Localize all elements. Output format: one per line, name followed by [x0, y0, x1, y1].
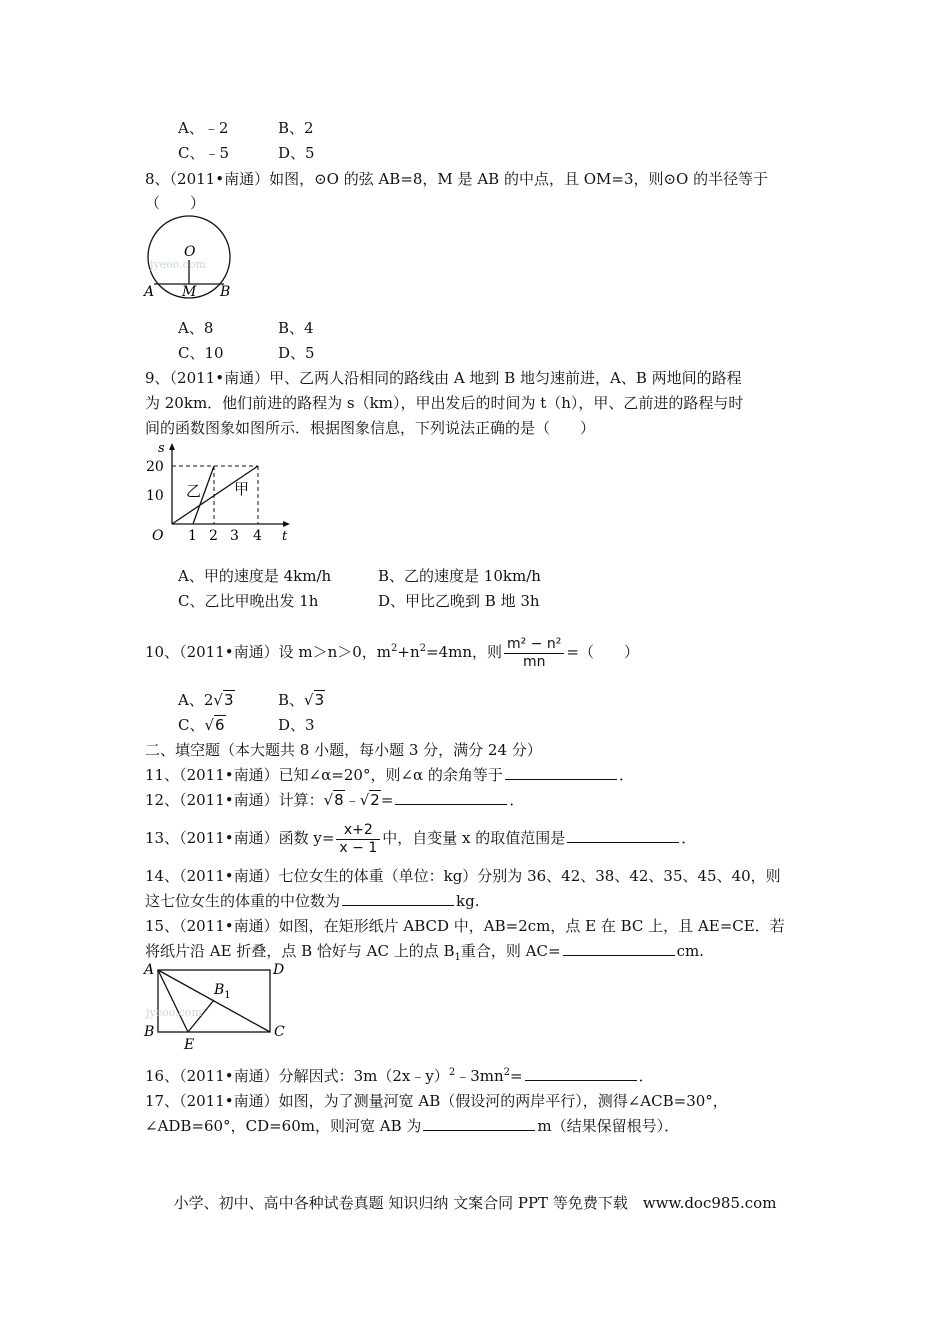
q17-line1: 17、（2011•南通）如图，为了测量河宽 AB（假设河的两岸平行），测得∠ACB=30°，	[145, 1092, 728, 1110]
q8-option-a: A、8	[178, 319, 214, 337]
q8-option-b: B、4	[278, 319, 314, 337]
q8-label-b: B	[220, 284, 231, 300]
q12-blank	[395, 790, 507, 805]
q8-option-c: C、10	[178, 344, 224, 362]
q9-tick-20: 20	[146, 459, 164, 475]
q12: 12、（2011•南通）计算：√8﹣√2= ．	[145, 791, 525, 809]
q9-tick-2: 2	[209, 528, 218, 544]
q15-line2: 将纸片沿 AE 折叠，点 B 恰好与 AC 上的点 $B_1$重合，则 AC= cm.	[145, 942, 704, 963]
q9-label-o: O	[152, 528, 164, 544]
q10-stem: 10、（2011•南通）设 m＞n＞0，$m^2+n^2=4mn$，则 $\frac{\text{m² − n²}}{mn}$ =（ ）	[145, 635, 639, 670]
q9-label-s: s	[158, 441, 165, 456]
q9-option-a: A、甲的速度是 4km/h	[178, 567, 332, 585]
q13-blank	[567, 828, 679, 843]
q13: 13、（2011•南通）函数 y= $\frac{x+2}{x - 1}$ 中，自变量 x 的取值范围是 ．	[145, 821, 697, 856]
q14-line2: 这七位女生的体重的中位数为 kg.	[145, 892, 480, 910]
q8-label-o: O	[184, 244, 196, 260]
page-footer: 小学、初中、高中各种试卷真题 知识归纳 文案合同 PPT 等免费下载 www.doc985.com	[173, 1194, 777, 1212]
q16: 16、（2011•南通）分解因式：$3m(2x﹣y)^2﹣3mn^2=$ ．	[145, 1067, 654, 1085]
q16-blank	[525, 1066, 637, 1081]
q9-line1: 9、（2011•南通）甲、乙两人沿相同的路线由 A 地到 B 地匀速前进，A、B 两地间的路程	[145, 369, 742, 387]
q15-label-b1: $B_1$	[214, 982, 231, 1001]
q8-watermark: jyeoo.com	[150, 258, 206, 271]
q14-line1: 14、（2011•南通）七位女生的体重（单位：kg）分别为 36、42、38、42、35、45、40，则	[145, 867, 781, 885]
q7-option-b: B、2	[278, 119, 314, 137]
q9-label-jia: 甲	[234, 480, 250, 498]
q14-blank	[342, 891, 454, 906]
q15-label-d: D	[273, 962, 285, 978]
section-2-heading: 二、填空题（本大题共 8 小题，每小题 3 分，满分 24 分）	[145, 741, 542, 759]
q9-graph-figure	[140, 438, 300, 546]
q17-line2: ∠ADB=60°，CD=60m，则河宽 AB 为 m（结果保留根号）．	[145, 1117, 680, 1135]
q17-blank	[423, 1116, 535, 1131]
q9-option-b: B、乙的速度是 10km/h	[378, 567, 541, 585]
q10-option-d: D、3	[278, 716, 315, 734]
q7-option-a: A、﹣2	[178, 119, 229, 137]
q8-label-m: M	[182, 284, 197, 300]
q9-line3: 间的函数图象如图所示．根据图象信息，下列说法正确的是（ ）	[145, 419, 596, 437]
q15-line1: 15、（2011•南通）如图，在矩形纸片 ABCD 中，AB=2cm，点 E 在 BC 上，且 AE=CE．若	[145, 917, 785, 935]
q11-blank	[505, 765, 617, 780]
q7-option-d: D、5	[278, 144, 315, 162]
q15-rectangle-figure	[140, 960, 300, 1052]
q10-fraction: $\frac{\text{m² − n²}}{mn}$	[504, 636, 564, 671]
q9-option-d: D、甲比乙晚到 B 地 3h	[378, 592, 540, 610]
q15-label-e: E	[184, 1037, 195, 1052]
q9-line2: 为 20km．他们前进的路程为 s（km），甲出发后的时间为 t（h），甲、乙前进的路程与时	[145, 394, 744, 412]
q10-option-c: C、√6	[178, 716, 225, 734]
q7-option-c: C、﹣5	[178, 144, 230, 162]
q9-tick-4: 4	[253, 528, 262, 544]
q15-watermark: jyeoo.com	[146, 1006, 202, 1019]
q10-option-b: B、√3	[278, 691, 325, 709]
q9-tick-1: 1	[188, 528, 197, 544]
q10-option-a: A、2√3	[178, 691, 234, 709]
q15-label-c: C	[274, 1024, 285, 1040]
q9-tick-10: 10	[146, 488, 164, 504]
q9-label-t: t	[282, 529, 288, 544]
q8-stem: 8、（2011•南通）如图，⊙O 的弦 AB=8，M 是 AB 的中点，且 OM=3，则⊙O 的半径等于	[145, 170, 769, 188]
q8-label-a: A	[144, 284, 155, 300]
q8-circle-figure	[140, 212, 240, 302]
q8-paren: （ ）	[145, 194, 206, 212]
q15-label-a: A	[144, 962, 155, 978]
q9-label-yi: 乙	[186, 482, 202, 500]
q15-blank	[563, 941, 675, 956]
q15-label-b: B	[144, 1024, 155, 1040]
q9-option-c: C、乙比甲晚出发 1h	[178, 592, 319, 610]
q13-fraction: $\frac{x+2}{x - 1}$	[336, 822, 380, 857]
q9-tick-3: 3	[230, 528, 239, 544]
q11: 11、（2011•南通）已知∠α=20°，则∠α 的余角等于 ．	[145, 766, 634, 784]
q8-option-d: D、5	[278, 344, 315, 362]
